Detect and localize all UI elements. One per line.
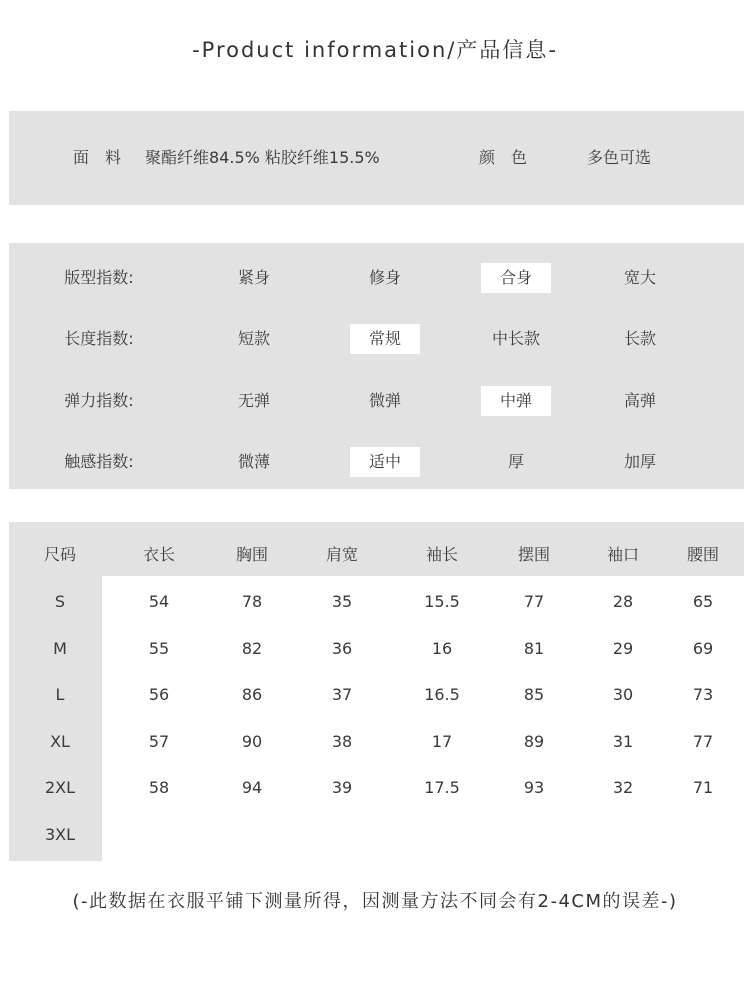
size-table-cell: 93 xyxy=(523,778,545,798)
size-table-cell: 77 xyxy=(523,592,545,611)
size-label: L xyxy=(55,685,65,705)
size-table-cell: 94 xyxy=(241,778,263,798)
index-option: 厚 xyxy=(507,452,524,471)
size-table-cell: 39 xyxy=(331,778,353,798)
size-table-cell: 38 xyxy=(331,731,353,751)
size-table-cell: 37 xyxy=(331,685,353,705)
size-table-cell: 77 xyxy=(692,731,714,751)
size-table-cell: 17.5 xyxy=(424,778,460,798)
size-table-header: 肩宽 xyxy=(325,545,358,564)
size-table-cell: 65 xyxy=(692,592,714,611)
size-table-header: 胸围 xyxy=(235,545,268,564)
size-table-cell: 81 xyxy=(523,638,545,658)
index-option: 加厚 xyxy=(623,452,656,471)
size-table-cell: 16.5 xyxy=(424,685,460,705)
index-option-selected: 适中 xyxy=(350,447,420,477)
size-table-cell: 56 xyxy=(148,685,170,705)
index-option: 短款 xyxy=(237,329,270,348)
size-table-cell: 35 xyxy=(331,592,353,611)
size-label: 3XL xyxy=(44,825,76,844)
size-table-header: 摆围 xyxy=(517,545,550,564)
index-option: 宽大 xyxy=(623,268,656,287)
color-label: 颜 色 xyxy=(479,148,528,167)
index-option: 紧身 xyxy=(237,268,270,287)
size-label: M xyxy=(53,638,67,658)
index-option: 微薄 xyxy=(237,452,270,471)
size-table-cell: 78 xyxy=(241,592,263,611)
size-label: 2XL xyxy=(44,778,76,798)
size-table-cell: 31 xyxy=(612,731,634,751)
index-option: 微弹 xyxy=(368,391,401,410)
size-table-cell: 54 xyxy=(148,592,170,611)
size-table-header: 袖长 xyxy=(425,545,458,564)
size-table-cell: 86 xyxy=(241,685,263,705)
size-table-cell: 32 xyxy=(612,778,634,798)
size-table-cell: 55 xyxy=(148,638,170,658)
size-table-cell: 57 xyxy=(148,731,170,751)
measurement-note: (-此数据在衣服平铺下测量所得，因测量方法不同会有2-4CM的误差-) xyxy=(72,891,678,912)
index-option: 无弹 xyxy=(237,391,270,410)
fit-index-band xyxy=(9,243,744,489)
size-table-cell: 15.5 xyxy=(424,592,460,611)
fabric-label: 面 料 xyxy=(73,148,122,167)
size-table-cell: 69 xyxy=(692,638,714,658)
size-table-cell: 28 xyxy=(612,592,634,611)
size-table-header: 袖口 xyxy=(606,545,639,564)
index-option: 高弹 xyxy=(623,391,656,410)
size-column-band xyxy=(9,576,102,861)
index-option: 长款 xyxy=(623,329,656,348)
index-option: 修身 xyxy=(368,268,401,287)
index-label: 长度指数: xyxy=(64,329,134,348)
index-option: 中长款 xyxy=(491,329,540,348)
size-table-cell: 85 xyxy=(523,685,545,705)
size-label: XL xyxy=(50,731,70,751)
size-table-cell: 73 xyxy=(692,685,714,705)
size-label: S xyxy=(54,592,66,611)
size-table-cell: 90 xyxy=(241,731,263,751)
index-label: 版型指数: xyxy=(64,268,134,287)
size-table-cell: 82 xyxy=(241,638,263,658)
size-table-cell: 17 xyxy=(431,731,453,751)
size-table-cell: 71 xyxy=(692,778,714,798)
material-band xyxy=(9,111,744,205)
size-table-cell: 16 xyxy=(431,638,453,658)
index-label: 触感指数: xyxy=(64,452,134,471)
size-table-cell: 30 xyxy=(612,685,634,705)
index-label: 弹力指数: xyxy=(64,391,134,410)
color-value: 多色可选 xyxy=(587,148,652,167)
page-title: -Product information/产品信息- xyxy=(192,38,558,62)
size-table-header: 衣长 xyxy=(142,545,175,564)
size-table-cell: 36 xyxy=(331,638,353,658)
index-option-selected: 常规 xyxy=(350,324,420,354)
size-table-cell: 58 xyxy=(148,778,170,798)
fabric-value: 聚酯纤维84.5% 粘胶纤维15.5% xyxy=(145,148,380,167)
size-table-cell: 89 xyxy=(523,731,545,751)
index-option-selected: 合身 xyxy=(481,263,551,293)
size-table-header: 尺码 xyxy=(43,545,76,564)
index-option-selected: 中弹 xyxy=(481,386,551,416)
size-table-cell: 29 xyxy=(612,638,634,658)
size-table-header: 腰围 xyxy=(686,545,719,564)
